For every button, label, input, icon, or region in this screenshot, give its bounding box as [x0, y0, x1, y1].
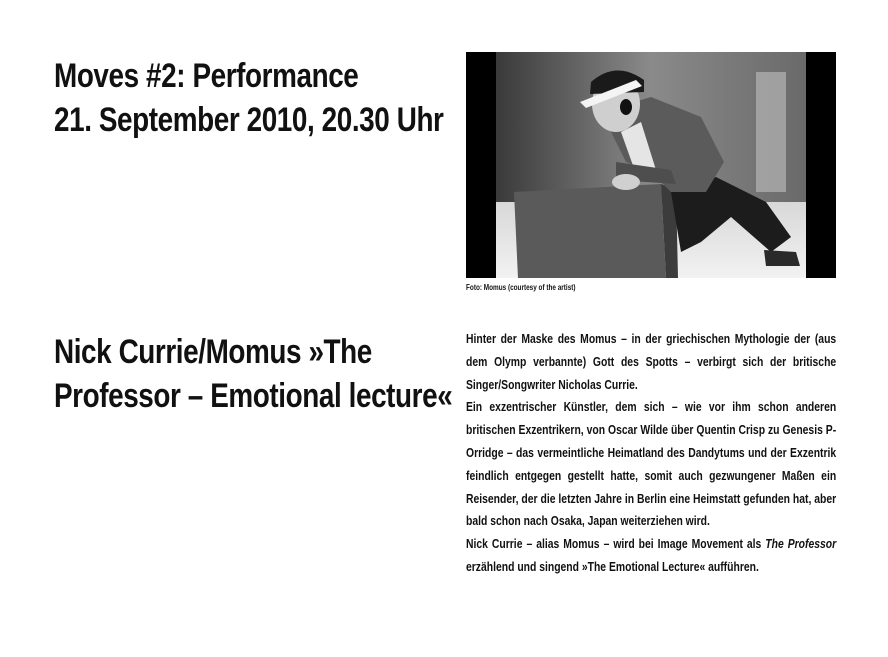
- performance-title-line2: Professor – Emotional lecture«: [54, 377, 453, 415]
- performance-title: [54, 330, 452, 418]
- description-paragraph-2: Ein exzentrischer Künstler, dem sich – wie vor ihm schon anderen britischen Exzentrikern, von Oscar Wilde über Quentin Crisp zu Genesis P-Orridge – das vermeintliche Heimatland des Dandytums und der Exzentrik feindlich entgegen gestellt hatte, somit auch gezwungener Maßen ein Reisender, der die letzten Jahre in Berlin eine Heimstatt gefunden hat, aber bald schon nach Osaka, Japan weiterziehen wird.: [466, 400, 837, 529]
- photo-caption: Foto: Momus (courtesy of the artist): [466, 283, 576, 292]
- description-text: Nick Currie – alias Momus – wird bei Image Movement als: [466, 537, 766, 552]
- description-text: erzählend und singend »The Emotional Lecture« aufführen.: [466, 559, 759, 574]
- event-date: 21. September 2010, 20.30 Uhr: [54, 101, 444, 139]
- description-paragraph-3: [466, 533, 836, 579]
- event-header: [54, 54, 444, 142]
- performance-title-line1: Nick Currie/Momus »The: [54, 333, 372, 371]
- description-paragraph-1: Hinter der Maske des Momus – in der griechischen Mythologie der (aus dem Olymp verbannte) Gott des Spotts – verbirgt sich der britische Singer/Songwriter Nicholas Currie.: [466, 332, 837, 392]
- artist-photo: [466, 52, 836, 278]
- description: [466, 328, 836, 579]
- professor-title: The Professor: [765, 537, 837, 552]
- event-title: Moves #2: Performance: [54, 57, 359, 95]
